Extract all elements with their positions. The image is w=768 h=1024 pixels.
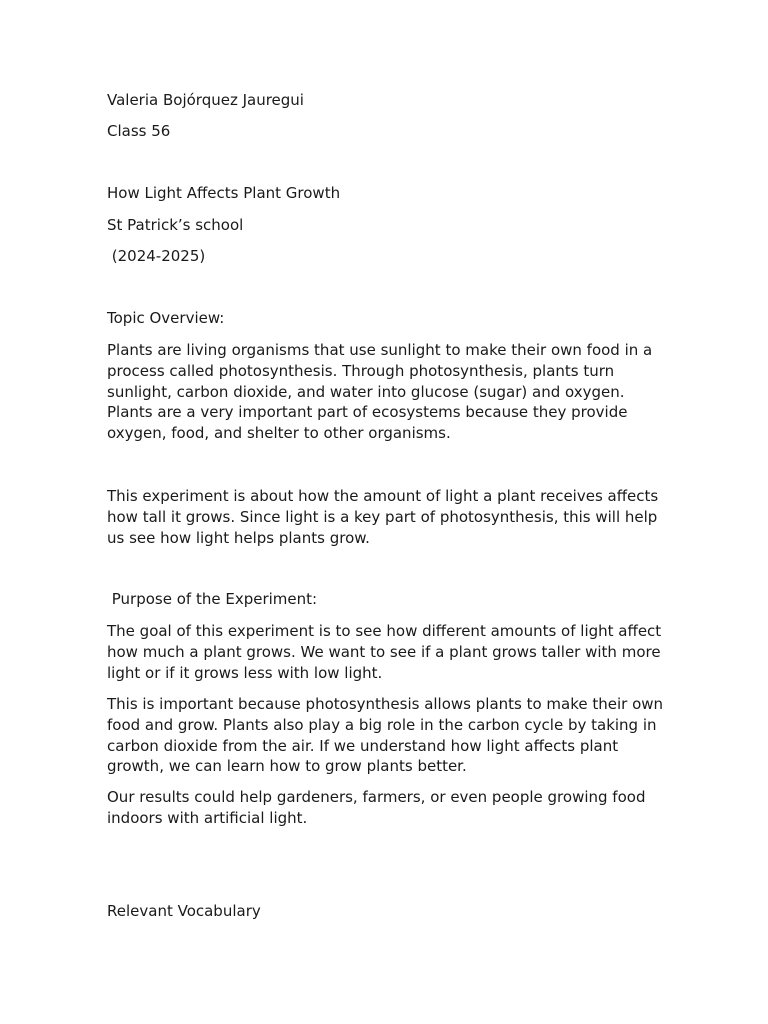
purpose-goal-paragraph: The goal of this experiment is to see how different amounts of light affect how much a plant grows. We want to see if a plant grows taller with more light or if it grows less with low light. xyxy=(107,622,662,682)
purpose-results-paragraph: Our results could help gardeners, farmers, or even people growing food indoors with artificial light. xyxy=(107,788,646,827)
author-name: Valeria Bojórquez Jauregui xyxy=(107,91,304,109)
experiment-description-paragraph: This experiment is about how the amount of light a plant receives affects how tall it grows. Since light is a key part of photosynthesis, this will help us see how light helps plants grow. xyxy=(107,487,659,547)
purpose-importance-paragraph: This is important because photosynthesis allows plants to make their own food and grow. Plants also play a big role in the carbon cycle by taking in carbon dioxide from the air. If we understand how light affects plant growth, we can learn how to grow plants better. xyxy=(107,695,664,776)
school-year: (2024-2025) xyxy=(107,247,206,265)
topic-overview-heading: Topic Overview: xyxy=(107,309,225,327)
class-name: Class 56 xyxy=(107,122,171,140)
topic-overview-paragraph: Plants are living organisms that use sunlight to make their own food in a process called photosynthesis. Through photosynthesis, plants turn sunlight, carbon dioxide, and water into glucose (sugar) and oxygen. Plants are a very important part of ecosystems because they provide oxygen, food, and shelter to other organisms. xyxy=(107,341,653,443)
document-title: How Light Affects Plant Growth xyxy=(107,184,341,202)
school-name: St Patrick’s school xyxy=(107,216,244,234)
vocabulary-heading: Relevant Vocabulary xyxy=(107,902,261,920)
purpose-heading: Purpose of the Experiment: xyxy=(107,590,318,608)
